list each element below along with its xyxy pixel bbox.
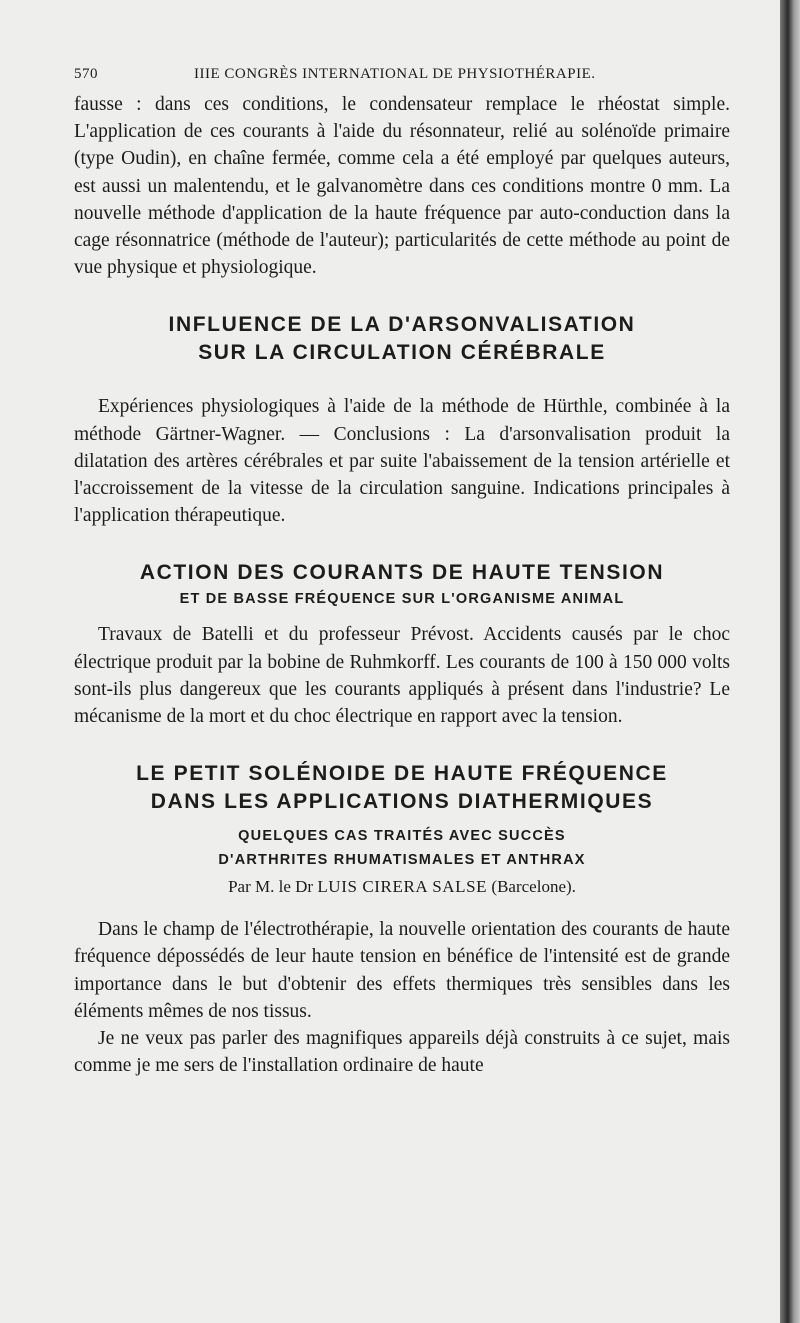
author-prefix: Par M. le Dr [228,877,314,897]
section2-body: Travaux de Batelli et du professeur Prévost. Accidents causés par le choc électrique produit par la bobine de Ruhmkorff. Les courants de 100 à 150 000 volts sont-ils plus dangereux que les courants appliqués à présent dans l'industrie? Le mécanisme de la mort et du choc électrique en rapport avec la tension. [74,624,730,728]
section3-title-line1: LE PETIT SOLÉNOIDE DE HAUTE FRÉQUENCE [136,762,668,786]
section1-body: Expériences physiologiques à l'aide de la méthode de Hürthle, combinée à la méthode Gärtner-Wagner. — Conclusions : La d'arsonvalisation produit la dilatation des artères cérébrales et par suite l'abaissement de la tension artérielle et l'accroissement de la vitesse de la circulation sanguine. Indications principales à l'application thérapeutique. [74,396,730,527]
author-place: (Barcelone). [491,877,576,897]
section3-subtitle-line1: QUELQUES CAS TRAITÉS AVEC SUCCÈS [238,828,566,845]
section3-paragraph2: Je ne veux pas parler des magnifiques appareils déjà construits à ce sujet, mais comme je me sers de l'installation ordinaire de haute [74,1028,730,1077]
page-content [74,66,730,1079]
section2-title: ACTION DES COURANTS DE HAUTE TENSION [139,561,665,585]
page-edge [780,0,800,1323]
page-number: 570 [74,66,98,82]
running-header [74,66,730,83]
section3-paragraph1: Dans le champ de l'électrothérapie, la nouvelle orientation des courants de haute fréquence dépossédés de leur haute tension en bénéfice de l'intensité est de grande importance dans le but d'obtenir des effets thermiques très sensibles dans les éléments mêmes de nos tissus. [74,919,730,1022]
section2-subtitle: ET DE BASSE FRÉQUENCE SUR L'ORGANISME ANIMAL [179,591,625,608]
section1-title-line1: INFLUENCE DE LA D'ARSONVALISATION [168,313,636,337]
section3-title-line2: DANS LES APPLICATIONS DIATHERMIQUES [150,790,654,814]
author-line [74,872,730,902]
running-title: IIIE CONGRÈS INTERNATIONAL DE PHYSIOTHÉRAPIE. [194,66,596,82]
section3-subtitle-line2: D'ARTHRITES RHUMATISMALES ET ANTHRAX [218,852,586,869]
section1-title-line2: SUR LA CIRCULATION CÉRÉBRALE [198,341,606,365]
author-name: LUIS CIRERA SALSE [317,877,488,897]
intro-paragraph: fausse : dans ces conditions, le condensateur remplace le rhéostat simple. L'application de ces courants à l'aide du résonnateur, relié au solénoïde primaire (type Oudin), en chaîne fermée, comme cela a été employé par quelques auteurs, est aussi un malentendu, et le galvanomètre dans ces conditions montre 0 mm. La nouvelle méthode d'application de la haute fréquence par auto-conduction dans la cage résonnatrice (méthode de l'auteur); particularités de cette méthode au point de vue physique et physiologique. [74,94,730,279]
